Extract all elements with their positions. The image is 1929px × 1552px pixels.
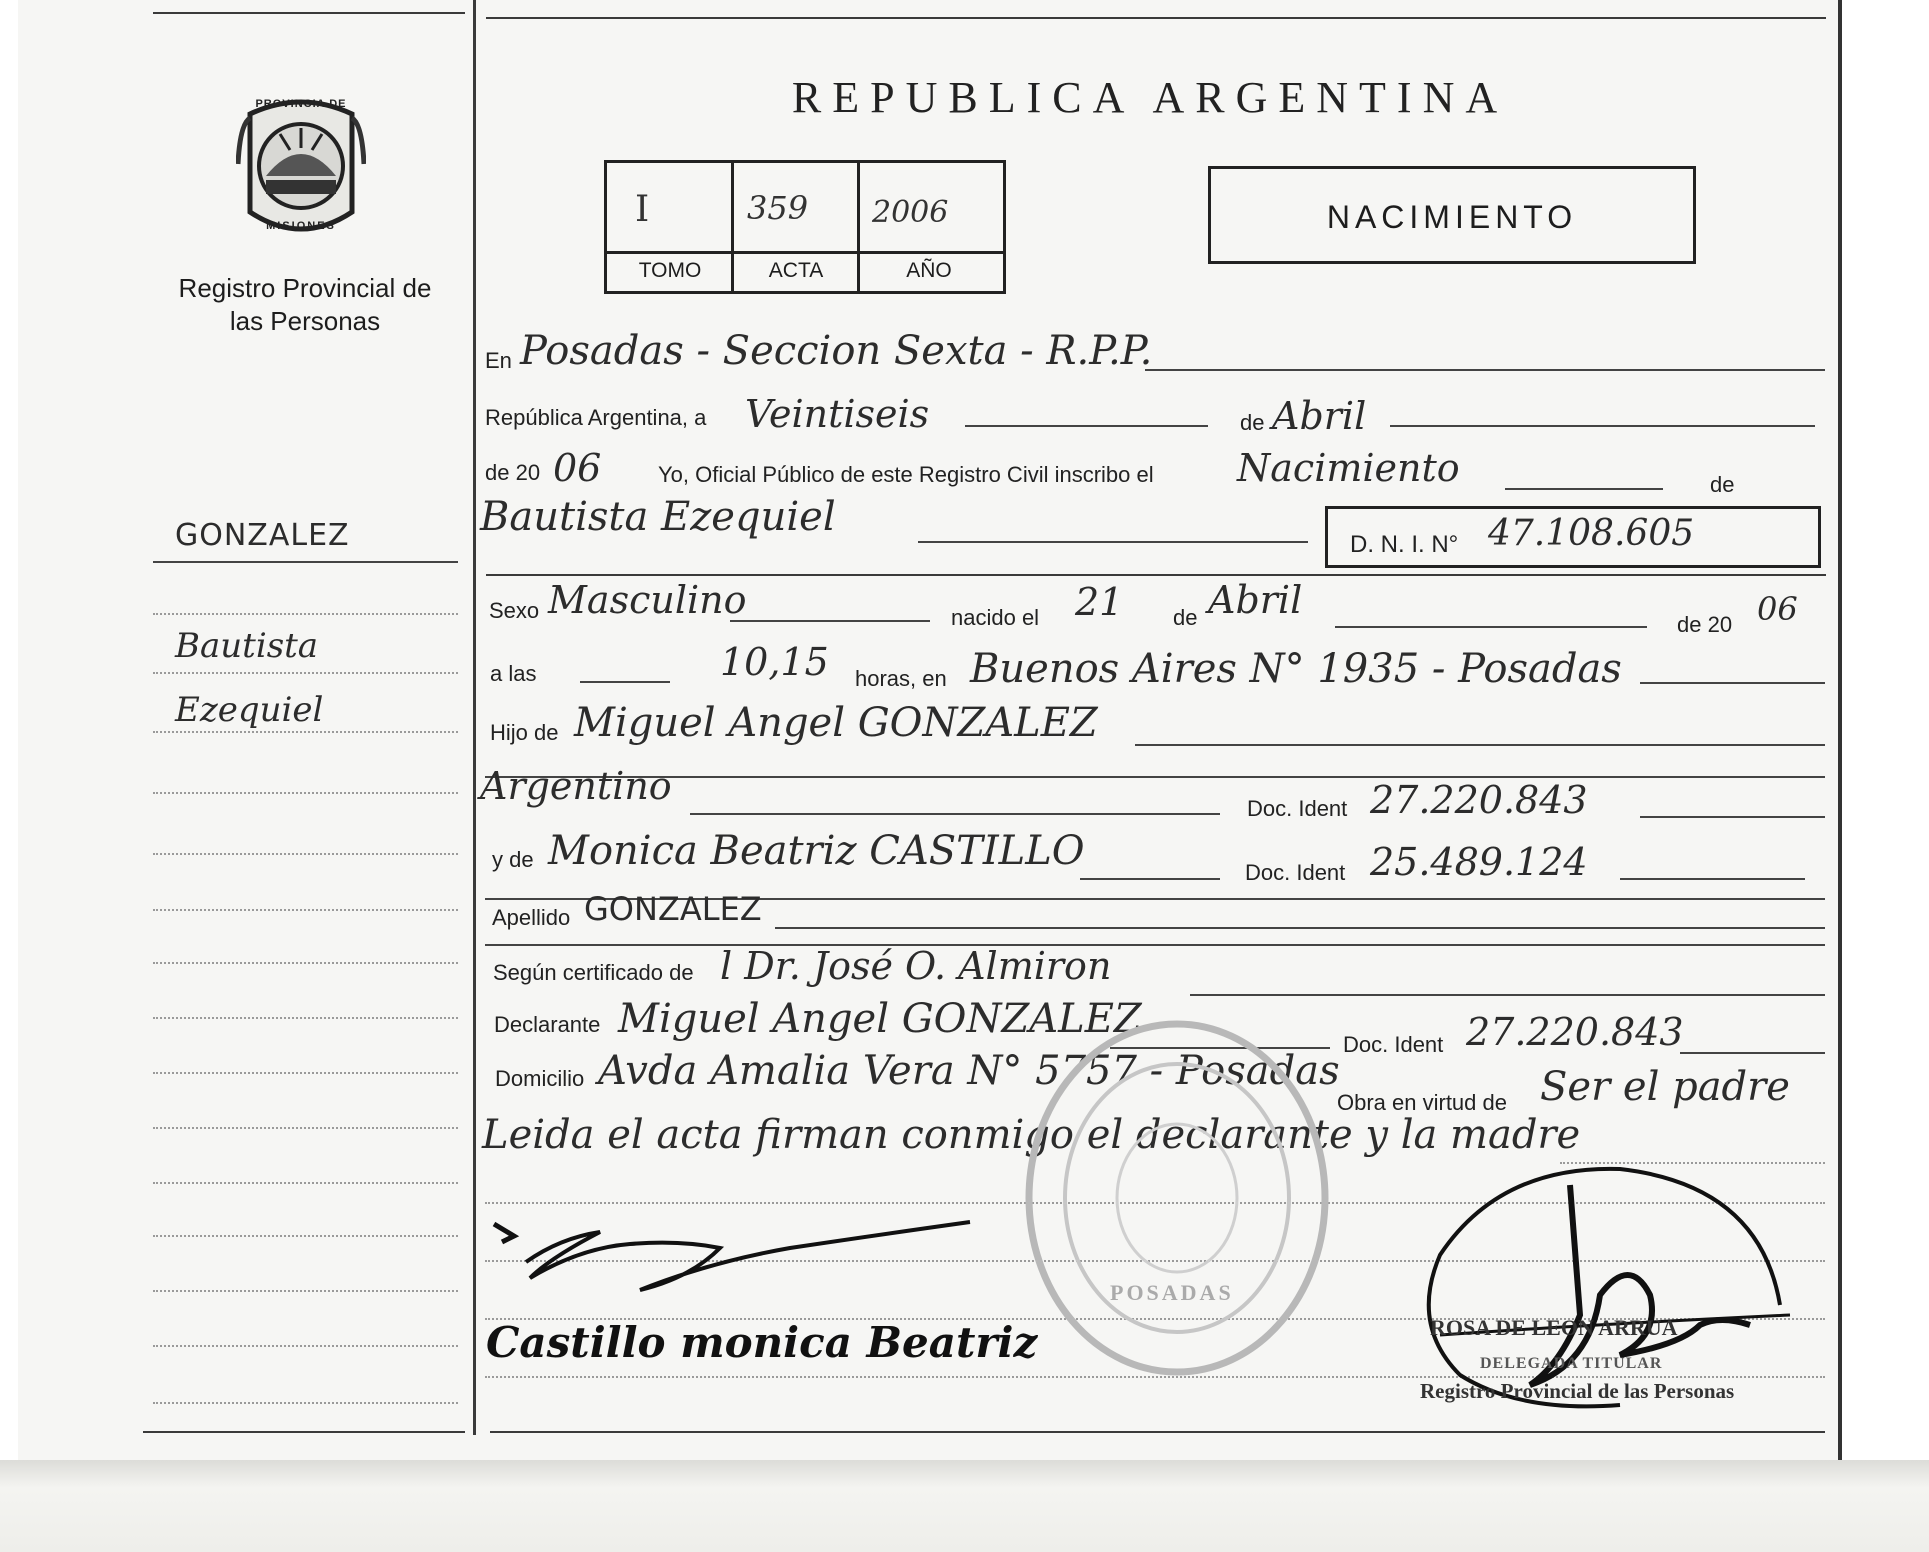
box-mid-rule	[607, 251, 1003, 254]
registry-name: Registro Provincial de las Personas	[178, 273, 432, 336]
top-rule-left	[153, 12, 465, 14]
sex-value: Masculino	[548, 578, 747, 622]
country-title: REPUBLICA ARGENTINA	[791, 73, 1509, 122]
day-value: Veintiseis	[745, 392, 930, 436]
born-month: Abril	[1208, 578, 1303, 622]
day-rule	[965, 425, 1208, 427]
time-value: 10,15	[720, 640, 829, 684]
margin-line	[153, 1345, 458, 1347]
born-day: 21	[1075, 580, 1124, 624]
margin-line	[153, 1402, 458, 1404]
place-birth-rule	[1640, 682, 1825, 684]
mother-name: Monica Beatriz CASTILLO	[548, 828, 1085, 874]
surname-value: GONZALEZ	[584, 890, 762, 928]
dni-value: 47.108.605	[1488, 513, 1695, 554]
nationality-rule	[690, 813, 1220, 815]
father-doc-rule	[1640, 816, 1825, 818]
margin-line	[153, 1127, 458, 1129]
declarant-value: Miguel Angel GONZALEZ	[618, 996, 1142, 1042]
ano-label: AÑO	[906, 259, 952, 282]
section-rule	[486, 574, 1826, 576]
margin-line	[153, 731, 458, 733]
month-value: Abril	[1272, 394, 1367, 438]
mother-doc: 25.489.124	[1370, 840, 1588, 884]
seal-bottom-text: MISIONES	[266, 220, 336, 232]
right-border	[1838, 0, 1842, 1460]
act-value: Nacimiento	[1237, 446, 1460, 490]
child-name: Bautista Ezequiel	[480, 494, 836, 540]
margin-divider	[473, 0, 476, 1435]
margin-line	[153, 1072, 458, 1074]
margin-line	[153, 853, 458, 855]
certificate-value: l Dr. José O. Almiron	[720, 944, 1112, 988]
bottom-rule	[490, 1431, 1825, 1433]
dni-box	[1325, 506, 1821, 568]
place-birth-value: Buenos Aires N° 1935 - Posadas	[970, 646, 1622, 692]
official-signature	[1420, 1165, 1800, 1415]
time-label: a las	[490, 661, 537, 686]
acta-value: 359	[747, 189, 809, 227]
margin-bottom-rule	[143, 1431, 465, 1433]
certificate-label: Según certificado de	[493, 960, 694, 985]
mother-label: y de	[492, 847, 534, 872]
capacity-label: Obra en virtud de	[1337, 1090, 1507, 1115]
official-stamp-line3: Registro Provincial de las Personas	[1420, 1379, 1735, 1403]
surname-rule-2	[485, 944, 1825, 946]
page-edge-shadow	[0, 1460, 1929, 1552]
father-rule	[1135, 744, 1825, 746]
mother-rule	[1080, 878, 1220, 880]
mother-doc-label: Doc. Ident	[1245, 860, 1346, 885]
declarant-label: Declarante	[494, 1012, 601, 1037]
round-official-stamp	[1022, 1018, 1332, 1378]
born-year-prefix: de 20	[1677, 612, 1733, 637]
father-doc-label: Doc. Ident	[1247, 796, 1348, 821]
child-name-rule	[918, 541, 1308, 543]
closing-rule	[1560, 1162, 1825, 1164]
surname-rule	[775, 927, 1825, 929]
de-label: de	[1710, 472, 1735, 497]
document-type-box	[1208, 166, 1696, 264]
margin-given-name-2: Ezequiel	[175, 690, 324, 730]
mother-doc-rule	[1620, 878, 1805, 880]
month-rule	[1390, 425, 1815, 427]
declarant-doc-label: Doc. Ident	[1343, 1032, 1444, 1057]
sex-rule	[730, 620, 930, 622]
place-label: En	[485, 348, 512, 373]
certificate-rule	[1190, 994, 1825, 996]
sex-label: Sexo	[489, 598, 540, 623]
margin-surname-rule	[153, 561, 458, 563]
place-birth-label: horas, en	[855, 666, 947, 691]
year-prefix: de 20	[485, 460, 541, 485]
margin-line	[153, 909, 458, 911]
tomo-value: I	[635, 189, 650, 230]
dni-label: D. N. I. N°	[1350, 531, 1459, 558]
margin-line	[153, 792, 458, 794]
father-doc: 27.220.843	[1370, 778, 1588, 822]
month-label: de	[1240, 410, 1265, 435]
father-nationality: Argentino	[480, 764, 672, 808]
top-rule-right	[486, 17, 1826, 19]
closing-text: Leida el acta firman conmigo el declarante y la madre	[482, 1112, 1581, 1158]
margin-line	[153, 1235, 458, 1237]
surname-label: Apellido	[492, 905, 571, 930]
margin-line	[153, 672, 458, 674]
margin-given-name-1: Bautista	[175, 626, 319, 666]
acta-label: ACTA	[768, 259, 824, 282]
born-label: nacido el	[951, 605, 1040, 630]
mother-signature: Castillo monica Beatriz	[486, 1318, 1038, 1367]
time-rule	[580, 681, 670, 683]
provincial-seal	[236, 94, 366, 244]
margin-line	[153, 1290, 458, 1292]
document-type: NACIMIENTO	[1326, 199, 1578, 235]
declarant-doc: 27.220.843	[1466, 1010, 1684, 1054]
declarant-doc-rule	[1680, 1052, 1825, 1054]
domicile-value: Avda Amalia Vera N° 5757 - Posadas	[598, 1048, 1340, 1094]
margin-line	[153, 1017, 458, 1019]
place-value: Posadas - Seccion Sexta - R.P.P.	[520, 328, 1153, 374]
place-rule	[1145, 369, 1825, 371]
act-rule	[1505, 488, 1663, 490]
round-stamp-text: POSADAS	[1110, 1280, 1234, 1305]
domicile-label: Domicilio	[495, 1066, 585, 1091]
margin-surname: GONZALEZ	[175, 518, 350, 553]
date-label: República Argentina, a	[485, 405, 707, 430]
official-stamp-line1: ROSA DE LEON ARRUA	[1430, 1315, 1678, 1340]
declarant-signature	[490, 1218, 990, 1308]
official-stamp-line2: DELEGADA TITULAR	[1480, 1355, 1663, 1372]
margin-line	[153, 1182, 458, 1184]
margin-line	[153, 962, 458, 964]
born-year: 06	[1757, 590, 1798, 628]
capacity-value: Ser el padre	[1540, 1064, 1790, 1110]
margin-line	[153, 613, 458, 615]
father-rule-2	[485, 776, 1825, 778]
father-label: Hijo de	[490, 720, 559, 745]
born-month-rule	[1335, 626, 1647, 628]
tomo-label: TOMO	[638, 259, 702, 282]
registry-number-box	[604, 160, 1006, 294]
father-name: Miguel Angel GONZALEZ	[574, 700, 1098, 746]
born-de-label: de	[1173, 605, 1198, 630]
ano-value: 2006	[872, 195, 949, 230]
year-value: 06	[553, 446, 602, 490]
seal-top-text: PROVINCIA DE	[255, 98, 347, 110]
officer-text: Yo, Oficial Público de este Registro Civil inscribo el	[658, 462, 1154, 487]
